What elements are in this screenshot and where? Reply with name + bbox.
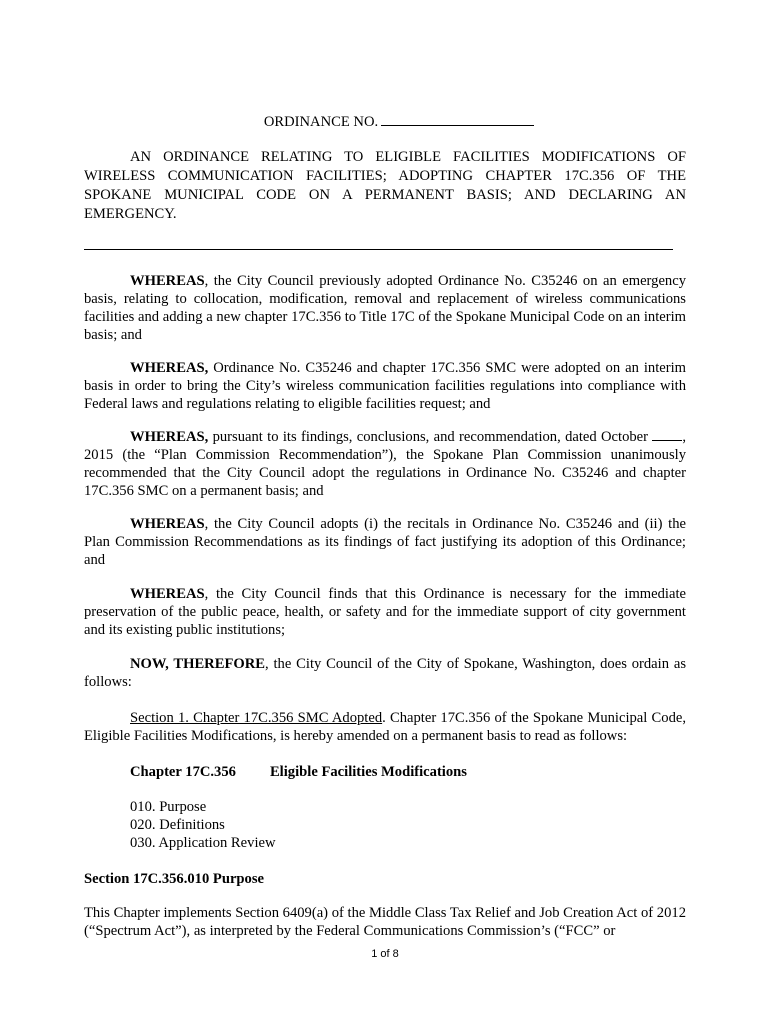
ordinance-title: AN ORDINANCE RELATING TO ELIGIBLE FACILITIES MODIFICATIONS OF WIRELESS COMMUNICATION FACILITIES; ADOPTING CHAPTER 17C.356 OF THE SPOKANE MUNICIPAL CODE ON A PERMANENT BASIS; AND DECLARING AN EMERGENCY. bbox=[84, 149, 686, 222]
recital-text: Ordinance No. C35246 and chapter 17C.356 SMC were adopted on an interim basis in order to bring the City’s wireless communication facilities regulations into compliance with Federal laws and regulations relating to eligible facilities request; and bbox=[84, 360, 686, 412]
page-number: 1 of 8 bbox=[371, 948, 399, 960]
chapter-number: Chapter 17C.356 bbox=[130, 764, 236, 780]
ordinance-number-blank bbox=[381, 113, 534, 126]
chapter-heading bbox=[130, 763, 467, 781]
ordinance-number-line bbox=[0, 113, 770, 131]
chapter-contents bbox=[130, 798, 276, 852]
now-therefore-clause bbox=[84, 655, 686, 691]
clause-lead: NOW, THEREFORE bbox=[130, 656, 265, 672]
recital-lead: WHEREAS bbox=[130, 273, 205, 289]
chapter-title: Eligible Facilities Modifications bbox=[269, 764, 467, 780]
section-1-heading: Section 1. Chapter 17C.356 SMC Adopted bbox=[130, 710, 383, 726]
recital-2 bbox=[84, 359, 686, 413]
recital-1 bbox=[84, 272, 686, 344]
recital-text: , the City Council previously adopted Ordinance No. C35246 on an emergency basis, relating to collocation, modification, removal and replacement of wireless communications facilities and adding a new chapter 17C.356 to Title 17C of the Spokane Municipal Code on an interim basis; and bbox=[84, 273, 686, 343]
recital-lead: WHEREAS bbox=[130, 586, 205, 602]
clause-text: , the City Council of the City of Spokane, Washington, does ordain as follows: bbox=[84, 656, 686, 690]
toc-item: 030. Application Review bbox=[130, 835, 276, 851]
recital-text: , the City Council finds that this Ordinance is necessary for the immediate preservation of the public peace, health, or safety and for the immediate support of city government and its existing public institutions; bbox=[84, 586, 686, 638]
purpose-section-text: This Chapter implements Section 6409(a) of the Middle Class Tax Relief and Job Creation Act of 2012 (“Spectrum Act”), as interpreted by the Federal Communications Commission’s (“FCC” or bbox=[84, 905, 686, 939]
section-1-text: . Chapter 17C.356 of the Spokane Municipal Code, Eligible Facilities Modifications, is hereby amended on a permanent basis to read as follows: bbox=[84, 710, 686, 744]
recital-text: , 2015 (the “Plan Commission Recommendation”), the Spokane Plan Commission unanimously recommended that the City Council adopt the regulations in Ordinance No. C35246 and chapter 17C.356 SMC on a permanent basis; and bbox=[84, 429, 686, 499]
recital-lead: WHEREAS, bbox=[130, 360, 209, 376]
recital-5 bbox=[84, 585, 686, 639]
recital-lead: WHEREAS bbox=[130, 516, 205, 532]
recital-3 bbox=[84, 428, 686, 500]
toc-item: 020. Definitions bbox=[130, 817, 225, 833]
ordinance-label: ORDINANCE NO. bbox=[263, 114, 379, 130]
recital-4 bbox=[84, 515, 686, 569]
recital-text: , the City Council adopts (i) the recitals in Ordinance No. C35246 and (ii) the Plan Commission Recommendations as its findings of fact justifying its adoption of this Ordinance; and bbox=[84, 516, 686, 568]
toc-item: 010. Purpose bbox=[130, 799, 207, 815]
recital-text: pursuant to its findings, conclusions, and recommendation, dated October bbox=[208, 429, 653, 445]
purpose-section-heading: Section 17C.356.010 Purpose bbox=[84, 871, 264, 887]
date-blank bbox=[652, 428, 682, 441]
title-divider bbox=[84, 249, 673, 250]
section-1 bbox=[84, 709, 686, 745]
recital-lead: WHEREAS, bbox=[130, 429, 209, 445]
